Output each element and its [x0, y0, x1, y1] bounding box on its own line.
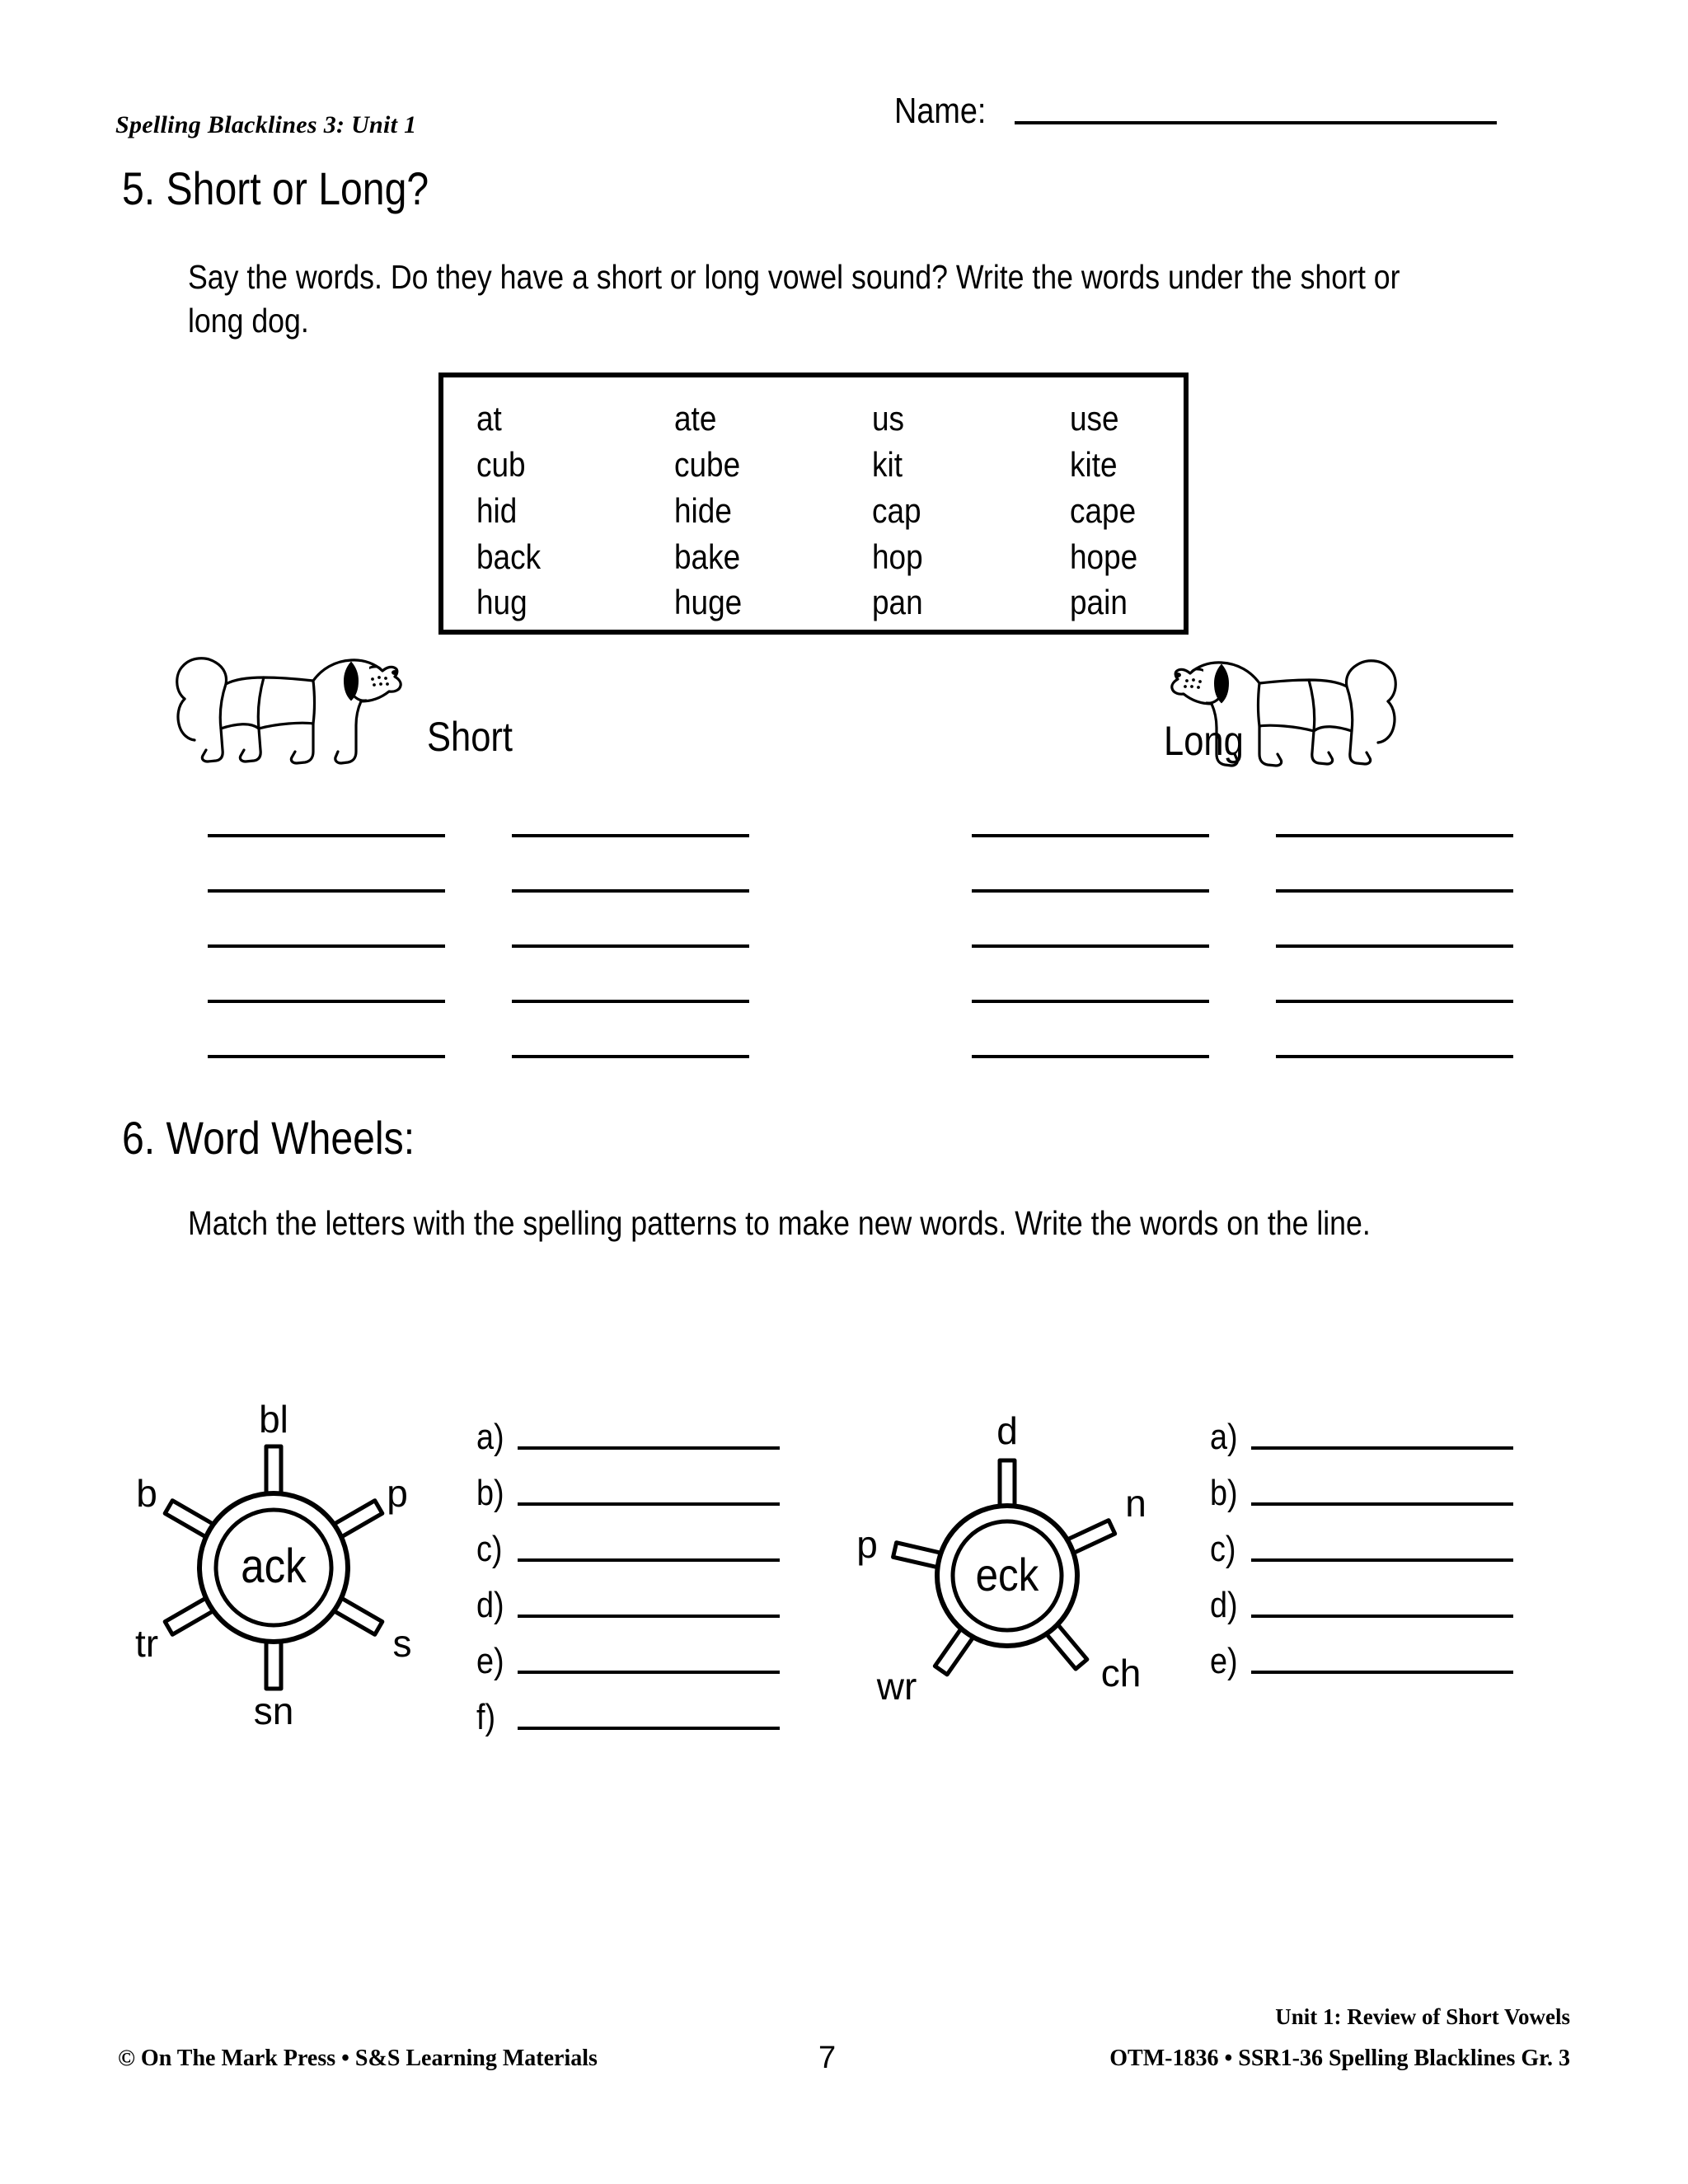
- short-answer-line[interactable]: [512, 889, 749, 944]
- word-bank-word: back: [476, 537, 542, 576]
- answer-line-row: [208, 944, 1518, 1000]
- long-answer-line[interactable]: [972, 1055, 1209, 1110]
- wheel-answer-line: [1251, 1502, 1513, 1506]
- wheel-answer-line: [518, 1502, 780, 1506]
- word-bank-word: hid: [476, 490, 518, 530]
- wheel-eck-center-text: eck: [975, 1549, 1039, 1601]
- word-bank-grid: [476, 396, 1169, 626]
- wheel-answer-letter: b): [476, 1473, 504, 1513]
- column-gap-wide: [749, 834, 972, 889]
- footer-copyright: © On The Mark Press • S&S Learning Materials: [118, 2046, 598, 2071]
- wheel-answer-line: [518, 1671, 780, 1674]
- write-line: [972, 1055, 1209, 1058]
- word-bank-word: bake: [674, 537, 741, 576]
- wheel-ack-spoke-tr: tr: [134, 1622, 159, 1665]
- wheel-answer-letter: e): [476, 1641, 504, 1681]
- write-line: [972, 1000, 1209, 1003]
- write-line: [512, 1000, 749, 1003]
- short-answer-line[interactable]: [512, 834, 749, 889]
- word-bank-word: kit: [872, 444, 903, 484]
- word-bank-word: cube: [674, 444, 741, 484]
- wheel-eck-spoke-p: p: [856, 1523, 878, 1566]
- column-gap: [445, 889, 512, 944]
- wheel-answer-row[interactable]: [1210, 1624, 1513, 1680]
- long-column-label: Long: [1164, 718, 1244, 764]
- section-6-instructions: Match the letters with the spelling patterns to make new words. Write the words on the line.: [188, 1204, 1371, 1242]
- write-line: [1276, 834, 1513, 837]
- write-line: [972, 889, 1209, 893]
- answer-line-row: [208, 1055, 1518, 1110]
- wheel-answer-letter: b): [1210, 1473, 1238, 1513]
- write-line: [972, 944, 1209, 948]
- word-bank-word: use: [1070, 399, 1119, 438]
- column-gap: [445, 1000, 512, 1055]
- footer-product-code: OTM-1836 • SSR1-36 Spelling Blacklines Gr. 3: [1109, 2046, 1570, 2071]
- short-answer-line[interactable]: [512, 944, 749, 1000]
- wheel-eck-spoke-d: d: [996, 1409, 1018, 1452]
- long-answer-line[interactable]: [1276, 944, 1513, 1000]
- word-wheel-eck-answers: [1210, 1399, 1513, 1680]
- wheel-eck-spoke-ch: ch: [1100, 1652, 1142, 1694]
- word-bank-word: cap: [872, 490, 921, 530]
- section-5-instructions: Say the words. Do they have a short or long vowel sound? Write the words under the short or long dog.: [188, 258, 1400, 340]
- word-bank-word: hop: [872, 537, 923, 576]
- wheel-ack-spoke-sn: sn: [253, 1690, 294, 1732]
- write-line: [208, 834, 445, 837]
- long-answer-line[interactable]: [972, 1000, 1209, 1055]
- word-bank-word: cape: [1070, 490, 1137, 530]
- page-number: 7: [818, 2041, 837, 2075]
- wheel-answer-letter: c): [476, 1529, 503, 1569]
- short-answer-line[interactable]: [208, 889, 445, 944]
- column-gap: [1209, 834, 1276, 889]
- write-line: [512, 834, 749, 837]
- footer-unit-label: Unit 1: Review of Short Vowels: [1275, 2004, 1570, 2029]
- wheel-answer-letter: d): [476, 1585, 504, 1625]
- word-bank-word: ate: [674, 399, 717, 438]
- answer-line-row: [208, 1000, 1518, 1055]
- word-wheel-ack-answers: [476, 1399, 780, 1736]
- column-gap: [1209, 889, 1276, 944]
- answer-line-row: [208, 834, 1518, 889]
- write-line: [512, 944, 749, 948]
- short-answer-line[interactable]: [208, 834, 445, 889]
- long-answer-line[interactable]: [1276, 1055, 1513, 1110]
- wheel-eck-spoke-wr: wr: [876, 1665, 917, 1708]
- short-answer-line[interactable]: [208, 944, 445, 1000]
- write-line: [208, 1000, 445, 1003]
- wheel-ack-spoke-p: p: [387, 1472, 408, 1515]
- wheel-ack-center-text: ack: [241, 1539, 307, 1593]
- word-wheel-eck: [841, 1393, 1170, 1743]
- wheel-answer-row[interactable]: [1210, 1455, 1513, 1511]
- wheel-answer-letter: a): [1210, 1417, 1238, 1457]
- name-input-line[interactable]: [1015, 121, 1497, 124]
- short-answer-line[interactable]: [512, 1000, 749, 1055]
- wheel-answer-row[interactable]: [1210, 1399, 1513, 1455]
- wheel-answer-line: [1251, 1671, 1513, 1674]
- short-answer-line[interactable]: [512, 1055, 749, 1110]
- wheel-answer-letter: d): [1210, 1585, 1238, 1625]
- worksheet-header-label: Spelling Blacklines 3: Unit 1: [115, 111, 417, 138]
- wheel-answer-row[interactable]: [476, 1399, 780, 1455]
- write-line: [1276, 889, 1513, 893]
- word-bank-word: pan: [872, 583, 923, 622]
- short-column-label: Short: [427, 714, 513, 760]
- word-bank-word: cub: [476, 444, 526, 484]
- wheel-answer-row[interactable]: [476, 1511, 780, 1568]
- wheel-answer-row[interactable]: [476, 1455, 780, 1511]
- short-answer-line[interactable]: [208, 1000, 445, 1055]
- wheel-answer-letter: f): [476, 1697, 496, 1737]
- answer-line-row: [208, 889, 1518, 944]
- wheel-ack-spoke-b: b: [136, 1472, 157, 1515]
- section-6-heading: 6. Word Wheels:: [122, 1112, 415, 1164]
- wheel-answer-line: [518, 1615, 780, 1618]
- section-5-answer-lines: [208, 834, 1518, 1110]
- write-line: [512, 889, 749, 893]
- column-gap: [1209, 1000, 1276, 1055]
- long-answer-line[interactable]: [972, 944, 1209, 1000]
- word-bank-word: huge: [674, 583, 743, 622]
- column-gap-wide: [749, 1055, 972, 1110]
- wheel-answer-letter: a): [476, 1417, 504, 1457]
- page-footer: [0, 2004, 1688, 2111]
- write-line: [208, 944, 445, 948]
- wheel-answer-line: [518, 1558, 780, 1562]
- long-answer-line[interactable]: [1276, 889, 1513, 944]
- write-line: [1276, 944, 1513, 948]
- column-gap-wide: [749, 889, 972, 944]
- word-bank-word: at: [476, 399, 502, 438]
- long-answer-line[interactable]: [972, 889, 1209, 944]
- wheel-ack-spoke-s: s: [392, 1622, 412, 1665]
- word-bank-box: [438, 373, 1189, 635]
- wheel-ack-spoke-bl: bl: [259, 1398, 288, 1441]
- column-gap: [1209, 1055, 1276, 1110]
- write-line: [208, 1055, 445, 1058]
- column-gap: [1209, 944, 1276, 1000]
- short-dog-icon: [157, 620, 404, 776]
- wheel-answer-letter: c): [1210, 1529, 1236, 1569]
- long-answer-line[interactable]: [1276, 834, 1513, 889]
- wheel-answer-row[interactable]: [476, 1624, 780, 1680]
- write-line: [972, 834, 1209, 837]
- write-line: [512, 1055, 749, 1058]
- column-gap: [445, 944, 512, 1000]
- wheel-answer-line: [1251, 1615, 1513, 1618]
- long-answer-line[interactable]: [972, 834, 1209, 889]
- column-gap: [445, 1055, 512, 1110]
- word-bank-word: hide: [674, 490, 732, 530]
- column-gap-wide: [749, 1000, 972, 1055]
- wheel-answer-row[interactable]: [476, 1568, 780, 1624]
- column-gap-wide: [749, 944, 972, 1000]
- wheel-answer-line: [1251, 1558, 1513, 1562]
- wheel-answer-line: [518, 1727, 780, 1730]
- wheel-answer-row[interactable]: [1210, 1511, 1513, 1568]
- word-wheel-ack: [107, 1385, 437, 1743]
- word-bank-word: kite: [1070, 444, 1118, 484]
- name-label: Name:: [894, 91, 987, 131]
- column-gap: [445, 834, 512, 889]
- wheel-eck-spoke-n: n: [1125, 1482, 1146, 1525]
- word-bank-word: hope: [1070, 537, 1138, 576]
- wheel-answer-line: [518, 1446, 780, 1450]
- short-answer-line[interactable]: [208, 1055, 445, 1110]
- wheel-answer-row[interactable]: [476, 1680, 780, 1736]
- wheel-answer-row[interactable]: [1210, 1568, 1513, 1624]
- section-5-heading: 5. Short or Long?: [122, 162, 429, 214]
- page-header: [0, 91, 1688, 161]
- word-bank-word: pain: [1070, 583, 1128, 622]
- long-answer-line[interactable]: [1276, 1000, 1513, 1055]
- wheel-answer-line: [1251, 1446, 1513, 1450]
- write-line: [1276, 1000, 1513, 1003]
- write-line: [1276, 1055, 1513, 1058]
- name-field-group: [894, 93, 1497, 129]
- wheel-answer-letter: e): [1210, 1641, 1238, 1681]
- word-bank-word: us: [872, 399, 905, 438]
- word-bank-word: hug: [476, 583, 528, 622]
- write-line: [208, 889, 445, 893]
